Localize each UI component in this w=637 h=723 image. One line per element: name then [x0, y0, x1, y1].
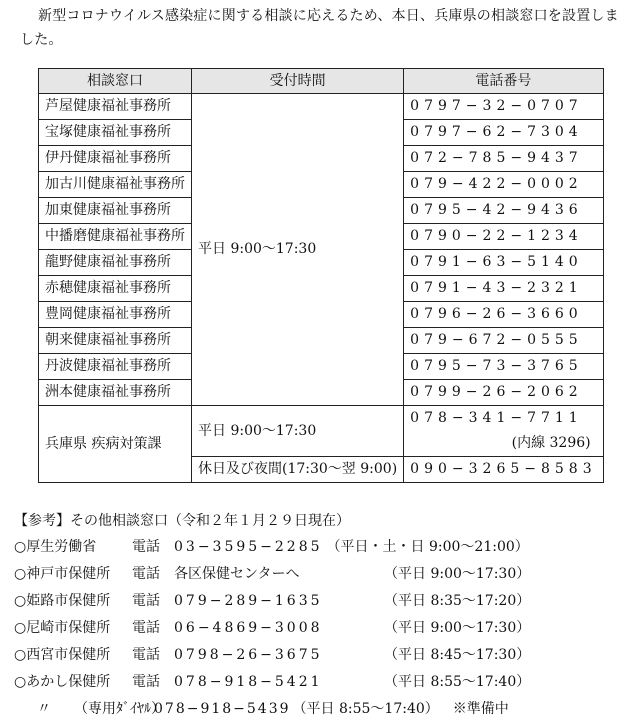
reference-org: ○厚生労働省	[14, 539, 97, 555]
prefecture-night-hours: 休日及び夜間(17:30〜翌 9:00)	[192, 457, 404, 483]
office-hours: 平日 9:00〜17:30	[192, 94, 404, 406]
reference-sub-hours: （平日 8:55〜17:40）	[292, 701, 439, 717]
reference-number: 03−3595−2285	[174, 539, 323, 555]
reference-sub-note: ※準備中	[452, 701, 509, 717]
reference-label: 電話	[132, 566, 160, 582]
prefecture-extension: (内線 3296)	[511, 435, 591, 451]
office-phone: 072−785−9437	[404, 146, 603, 172]
office-phone: 0797−62−7304	[404, 120, 603, 146]
reference-line	[14, 588, 629, 615]
consultation-table	[38, 68, 604, 483]
reference-line	[14, 534, 629, 561]
reference-hours: （平日・土・日 9:00〜21:00）	[326, 539, 529, 555]
reference-label: 電話	[132, 593, 160, 609]
reference-label: 電話	[132, 620, 160, 636]
reference-hours: （平日 9:00〜17:30）	[384, 566, 531, 582]
reference-line	[14, 615, 629, 642]
table-header-row	[39, 69, 604, 94]
reference-number: 079−289−1635	[174, 593, 323, 609]
reference-label: 電話	[132, 539, 160, 555]
office-name: 加東健康福祉事務所	[39, 198, 192, 224]
office-name: 丹波健康福祉事務所	[39, 354, 192, 380]
reference-number: 0798−26−3675	[174, 647, 323, 663]
office-phone: 0791−63−5140	[404, 250, 603, 276]
office-name: 中播磨健康福祉事務所	[39, 224, 192, 250]
office-name: 朝来健康福祉事務所	[39, 328, 192, 354]
office-phone: 0795−42−9436	[404, 198, 603, 224]
reference-sub-label: （専用ﾀﾞｲﾔﾙ）	[74, 701, 165, 717]
office-phone: 0796−26−3660	[404, 302, 603, 328]
office-phone: 079−422−0002	[404, 172, 603, 198]
reference-title: 【参考】その他相談窓口（令和２年１月２９日現在）	[14, 513, 350, 529]
reference-sub-number: 078−918−5439	[154, 701, 291, 717]
prefecture-night-phone: 090−3265−8583	[404, 457, 603, 483]
reference-hours: （平日 8:55〜17:40）	[384, 674, 531, 690]
ditto-mark: 〃	[37, 701, 51, 717]
reference-number: 06−4869−3008	[174, 620, 323, 636]
reference-org: ○姫路市保健所	[14, 593, 111, 609]
office-name: 龍野健康福祉事務所	[39, 250, 192, 276]
reference-section	[14, 508, 629, 723]
reference-org: ○西宮市保健所	[14, 647, 111, 663]
office-name: 伊丹健康福祉事務所	[39, 146, 192, 172]
office-phone: 0799−26−2062	[404, 380, 603, 406]
reference-hours: （平日 9:00〜17:30）	[384, 620, 531, 636]
intro-paragraph: 新型コロナウイルス感染症に関する相談に応えるため、本日、兵庫県の相談窓口を設置しました。	[20, 8, 619, 48]
office-phone: 0790−22−1234	[404, 224, 603, 250]
office-phone: 0797−32−0707	[404, 94, 603, 120]
office-name: 加古川健康福祉事務所	[39, 172, 192, 198]
prefecture-weekday-phone-cell	[404, 406, 603, 457]
office-name: 芦屋健康福祉事務所	[39, 94, 192, 120]
prefecture-weekday-hours: 平日 9:00〜17:30	[192, 406, 404, 457]
reference-label: 電話	[132, 647, 160, 663]
prefecture-weekday-phone: 078−341−7711	[410, 410, 583, 426]
office-name: 宝塚健康福祉事務所	[39, 120, 192, 146]
reference-number: 各区保健センターへ	[174, 566, 300, 582]
reference-org: ○神戸市保健所	[14, 566, 111, 582]
reference-number: 078−918−5421	[174, 674, 323, 690]
header-phone: 電話番号	[404, 69, 603, 94]
reference-line	[14, 642, 629, 669]
office-name: 赤穂健康福祉事務所	[39, 276, 192, 302]
reference-line	[14, 561, 629, 588]
office-phone: 0795−73−3765	[404, 354, 603, 380]
reference-sub-line	[14, 696, 629, 723]
office-name: 豊岡健康福祉事務所	[39, 302, 192, 328]
table-row	[39, 94, 604, 120]
header-hours: 受付時間	[192, 69, 404, 94]
table-row	[39, 406, 604, 457]
reference-line	[14, 669, 629, 696]
reference-hours: （平日 8:35〜17:20）	[384, 593, 531, 609]
office-phone: 0791−43−2321	[404, 276, 603, 302]
reference-org: ○尼崎市保健所	[14, 620, 111, 636]
header-desk: 相談窓口	[39, 69, 192, 94]
prefecture-section-name: 兵庫県 疾病対策課	[39, 406, 192, 483]
reference-hours: （平日 8:45〜17:30）	[384, 647, 531, 663]
office-name: 洲本健康福祉事務所	[39, 380, 192, 406]
reference-label: 電話	[132, 674, 160, 690]
reference-org: ○あかし保健所	[14, 674, 111, 690]
office-phone: 079−672−0555	[404, 328, 603, 354]
